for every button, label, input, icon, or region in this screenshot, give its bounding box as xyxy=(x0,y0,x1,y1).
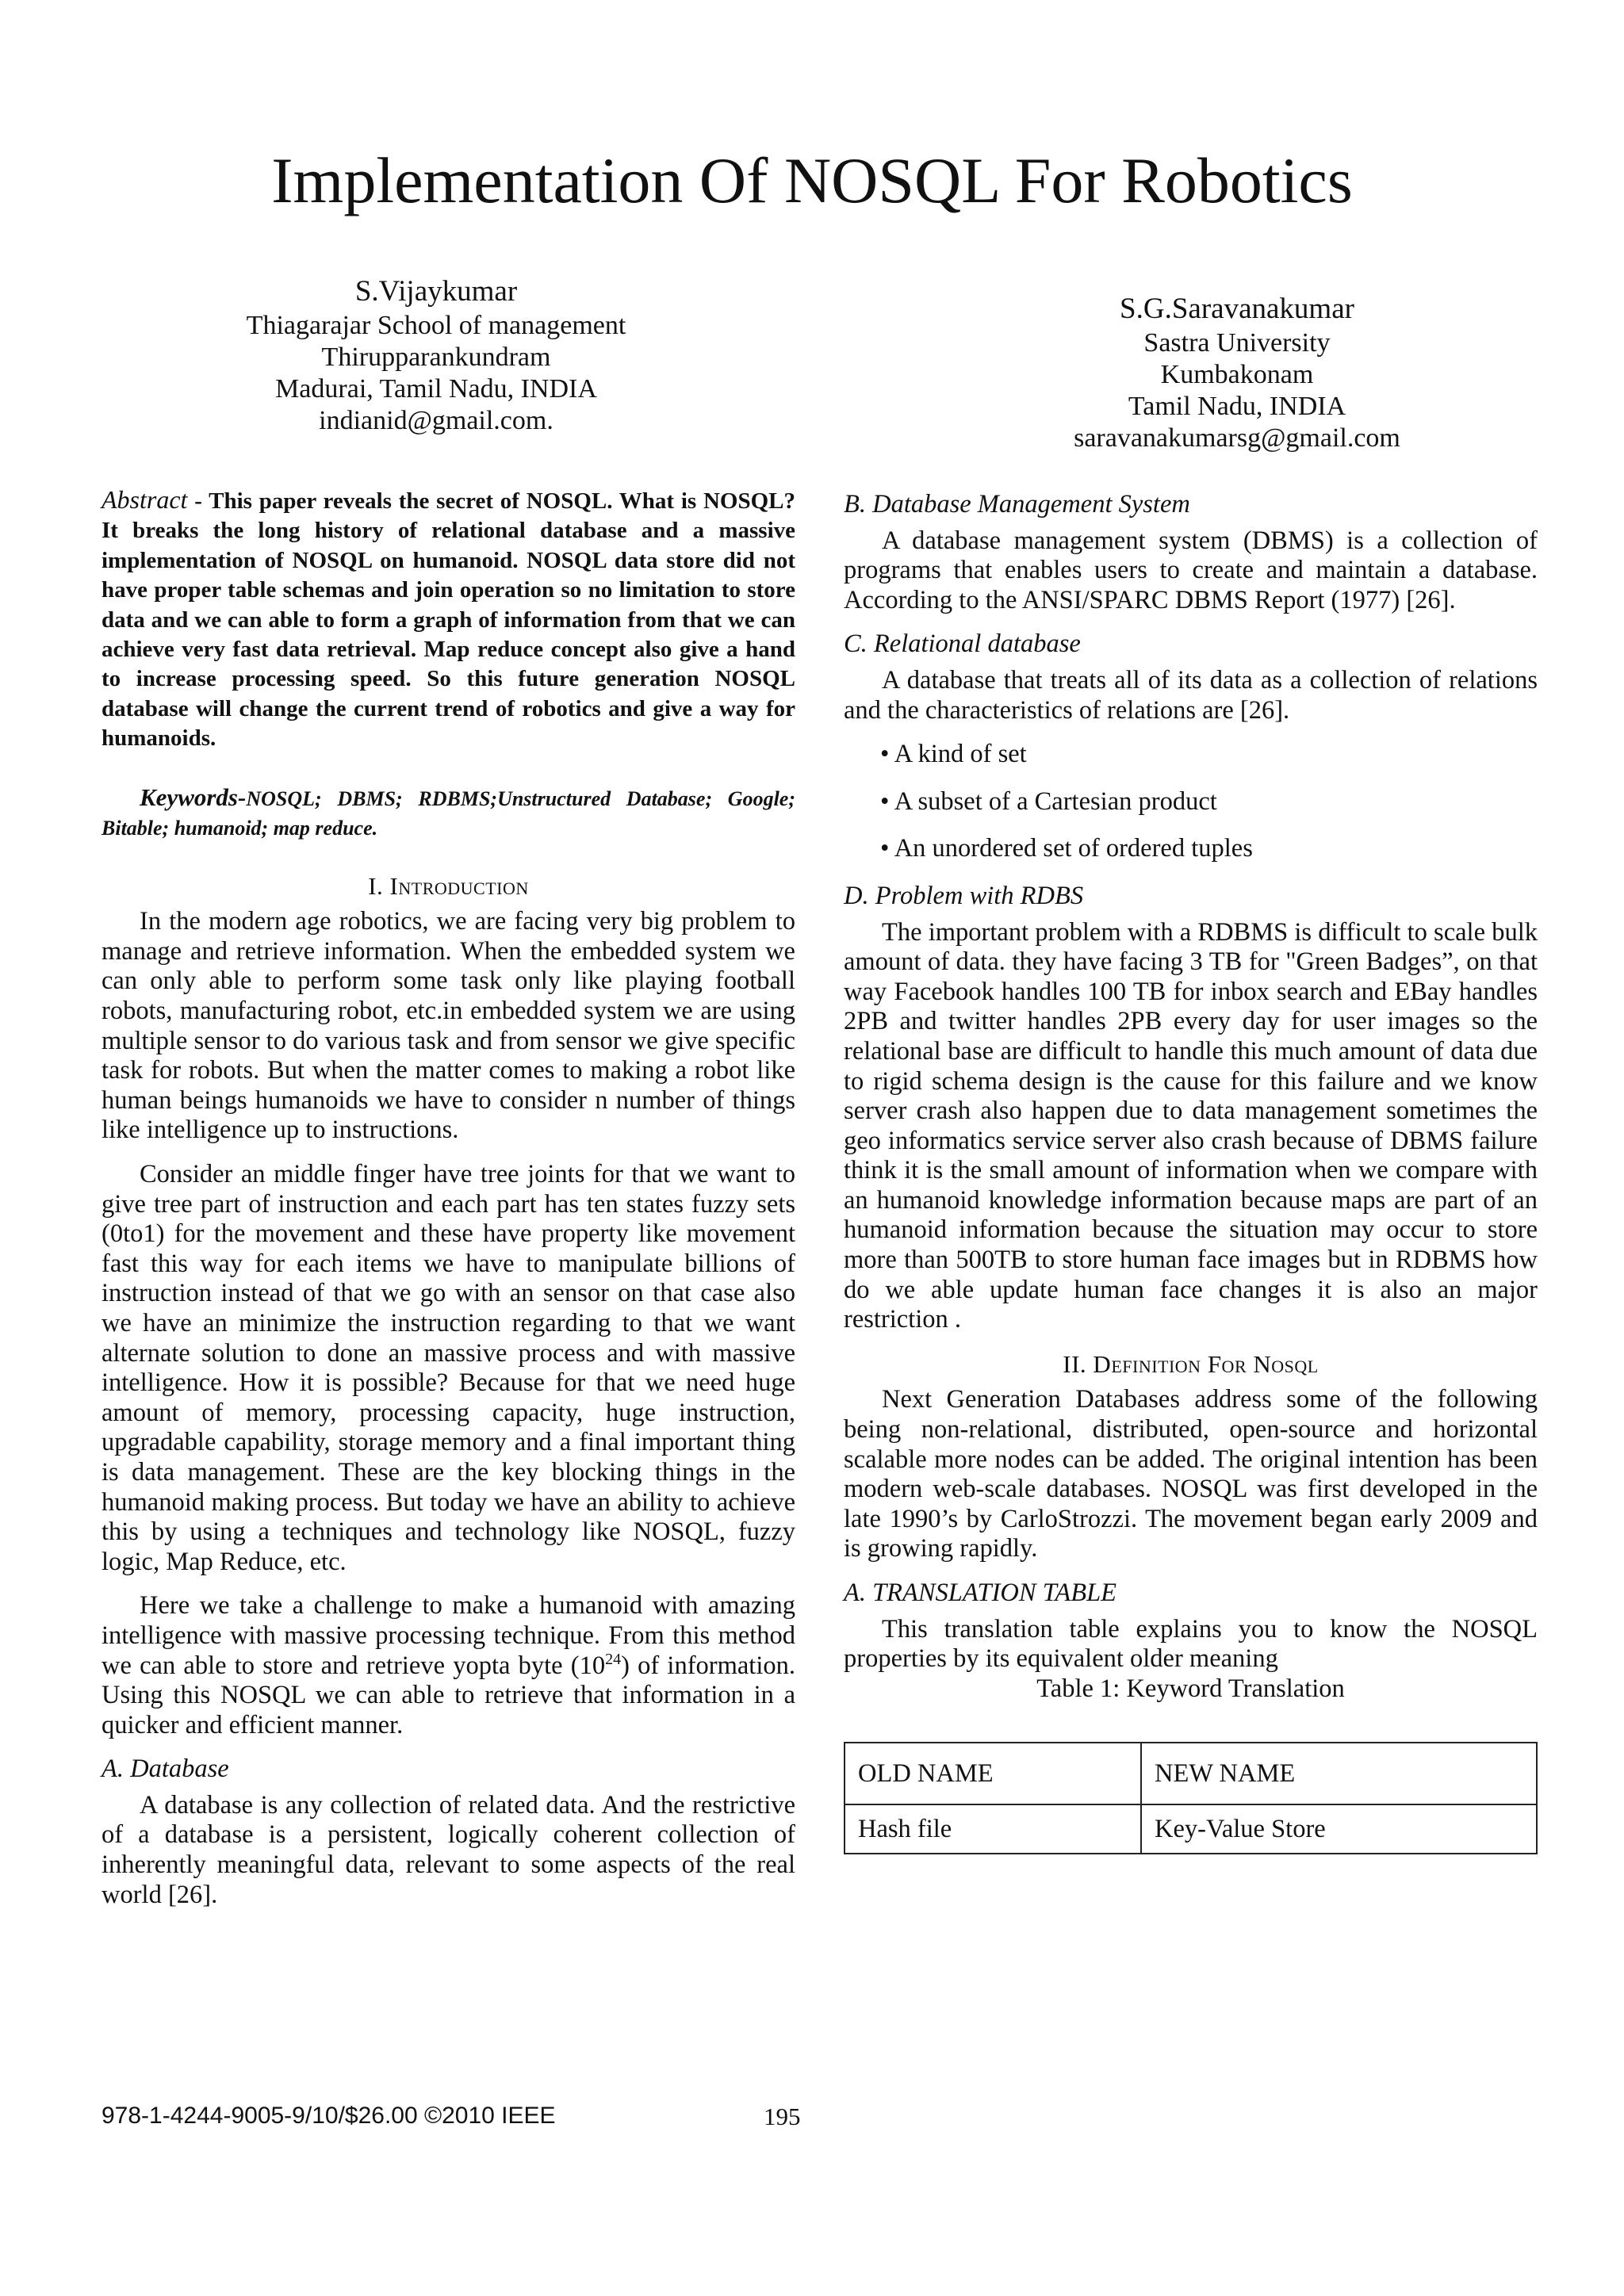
subsection-heading-dbms: B. Database Management System xyxy=(844,490,1190,519)
author-name: S.Vijaykumar xyxy=(354,275,518,308)
table-row xyxy=(845,1804,1537,1854)
table-header-row xyxy=(845,1743,1537,1804)
bullet-item: • An unordered set of ordered tuples xyxy=(880,834,1253,863)
author-block-1 xyxy=(190,274,682,437)
superscript: 24 xyxy=(605,1650,622,1668)
paragraph: Consider an middle finger have tree joints for that we want to give tree part of instruction and each part has ten states fuzzy sets (0to1) for the movement and these have property like movement fast this way for each items we have to manipulate billions of instruction instead of that we go with an sensor on that case also we have an minimize the instruction regarding to that we want alternate solution to done an massive process and with massive intelligence. How it is possible? Because for that we need huge amount of memory, processing capacity, huge instruction, upgradable capability, storage memory and a final important thing is data management. These are the key blocking things in the humanoid making process. But today we have an ability to achieve this by using a techniques and technology like NOSQL, fuzzy logic, Map Reduce, etc. xyxy=(102,1160,795,1576)
author-block-2 xyxy=(983,291,1491,454)
paragraph-text: ) of information. Using this NOSQL we can able to retrieve that information in a quicker and efficient manner. xyxy=(102,1651,795,1739)
author-location: Madurai, Tamil Nadu, INDIA xyxy=(275,374,597,404)
keyword-translation-table xyxy=(844,1742,1538,1854)
author-affiliation: Sastra University xyxy=(1143,328,1331,358)
author-email: saravanakumarsg@gmail.com xyxy=(1074,423,1400,453)
subsection-heading-problem: D. Problem with RDBS xyxy=(844,881,1084,910)
keywords xyxy=(102,783,795,843)
paragraph-text: Here we take a challenge to make a humanoid with amazing intelligence with massive processing technique. From this method we can able to store and retrieve yopta byte (10 xyxy=(102,1591,795,1680)
table-header-cell: OLD NAME xyxy=(845,1743,1141,1804)
author-affiliation: Thiagarajar School of management xyxy=(246,311,626,340)
author-email: indianid@gmail.com. xyxy=(319,406,553,435)
subsection-heading-database: A. Database xyxy=(102,1755,229,1784)
keywords-label: Keywords- xyxy=(140,783,247,811)
bullet-item: • A kind of set xyxy=(880,740,1027,769)
paragraph xyxy=(102,1591,795,1740)
paragraph: A database is any collection of related data. And the restrictive of a database is a persistent, logically coherent collection of inherently meaningful data, relevant to some aspects of the real world [26]. xyxy=(102,1790,795,1909)
page-number: 195 xyxy=(764,2103,801,2130)
paragraph: The important problem with a RDBMS is difficult to scale bulk amount of data. they have facing 3 TB for "Green Badges”, on that way Facebook handles 100 TB for inbox search and EBay handles 2PB and twitter handles 2PB every day for user images so the relational base are difficult to handle this much amount of data due to rigid schema design is the cause for this failure and we know server crash also happen due to data management sometimes the geo informatics service server also crash because of DBMS failure think it is the small amount of information when we compare with an humanoid knowledge information because maps are part of an humanoid information because the situation may occur to store more than 500TB to store human face images but in RDBMS how do we able update human face changes it is also an major restriction . xyxy=(844,917,1538,1334)
paragraph: A database that treats all of its data as a collection of relations and the characteristics of relations are [26]. xyxy=(844,665,1538,725)
abstract-label: Abstract xyxy=(102,485,188,514)
table-cell: Hash file xyxy=(845,1804,1141,1854)
author-location: Kumbakonam xyxy=(1160,360,1314,389)
subsection-heading-translation: A. TRANSLATION TABLE xyxy=(844,1578,1116,1607)
table-caption: Table 1: Keyword Translation xyxy=(1036,1674,1345,1703)
left-column xyxy=(102,485,795,1924)
subsection-heading-relational: C. Relational database xyxy=(844,629,1081,659)
section-heading-introduction: I. Introduction xyxy=(368,871,529,900)
footer-copyright: 978-1-4244-9005-9/10/$26.00 ©2010 IEEE xyxy=(102,2103,556,2129)
section-heading-definition: II. Definition For Nosql xyxy=(1063,1349,1319,1378)
paragraph: This translation table explains you to know the NOSQL properties by its equivalent older meaning xyxy=(844,1614,1538,1674)
paragraph: Next Generation Databases address some of the following being non-relational, distributed, open-source and horizontal scalable more nodes can be added. The original intention has been modern web-scale databases. NOSQL was first developed in the late 1990’s by CarloStrozzi. The movement began early 2009 and is growing rapidly. xyxy=(844,1385,1538,1563)
table-cell: Key-Value Store xyxy=(1141,1804,1537,1854)
right-column xyxy=(844,485,1538,1854)
table-header-cell: NEW NAME xyxy=(1141,1743,1537,1804)
paragraph: A database management system (DBMS) is a collection of programs that enables users to create and maintain a database. According to the ANSI/SPARC DBMS Report (1977) [26]. xyxy=(844,526,1538,614)
author-location: Thirupparankundram xyxy=(321,342,551,372)
bullet-item: • A subset of a Cartesian product xyxy=(880,786,1217,816)
abstract xyxy=(102,485,795,754)
abstract-text: - This paper reveals the secret of NOSQL. What is NOSQL? It breaks the long history of relational database and a massive implementation of NOSQL on humanoid. NOSQL data store did not have proper table schemas and join operation so no limitation to store data and we can able to form a graph of information from that we can achieve very fast data retrieval. Map reduce concept also give a hand to increase processing speed. So this future generation NOSQL database will change the current trend of robotics and give a way for humanoids. xyxy=(102,488,795,752)
author-location: Tamil Nadu, INDIA xyxy=(1128,392,1346,421)
author-name: S.G.Saravanakumar xyxy=(1120,293,1354,325)
keywords-text: NOSQL; DBMS; RDBMS;Unstructured Database; Google; Bitable; humanoid; map reduce. xyxy=(102,786,795,840)
paragraph: In the modern age robotics, we are facing very big problem to manage and retrieve information. When the embedded system we can only able to perform some task only like playing football robots, manufacturing robot, etc.in embedded system we are using multiple sensor to do various task and from sensor we give specific task for robots. But when the matter comes to making a robot like human beings humanoids we have to consider n number of things like intelligence up to instructions. xyxy=(102,907,795,1145)
paper-title: Implementation Of NOSQL For Robotics xyxy=(271,144,1353,216)
